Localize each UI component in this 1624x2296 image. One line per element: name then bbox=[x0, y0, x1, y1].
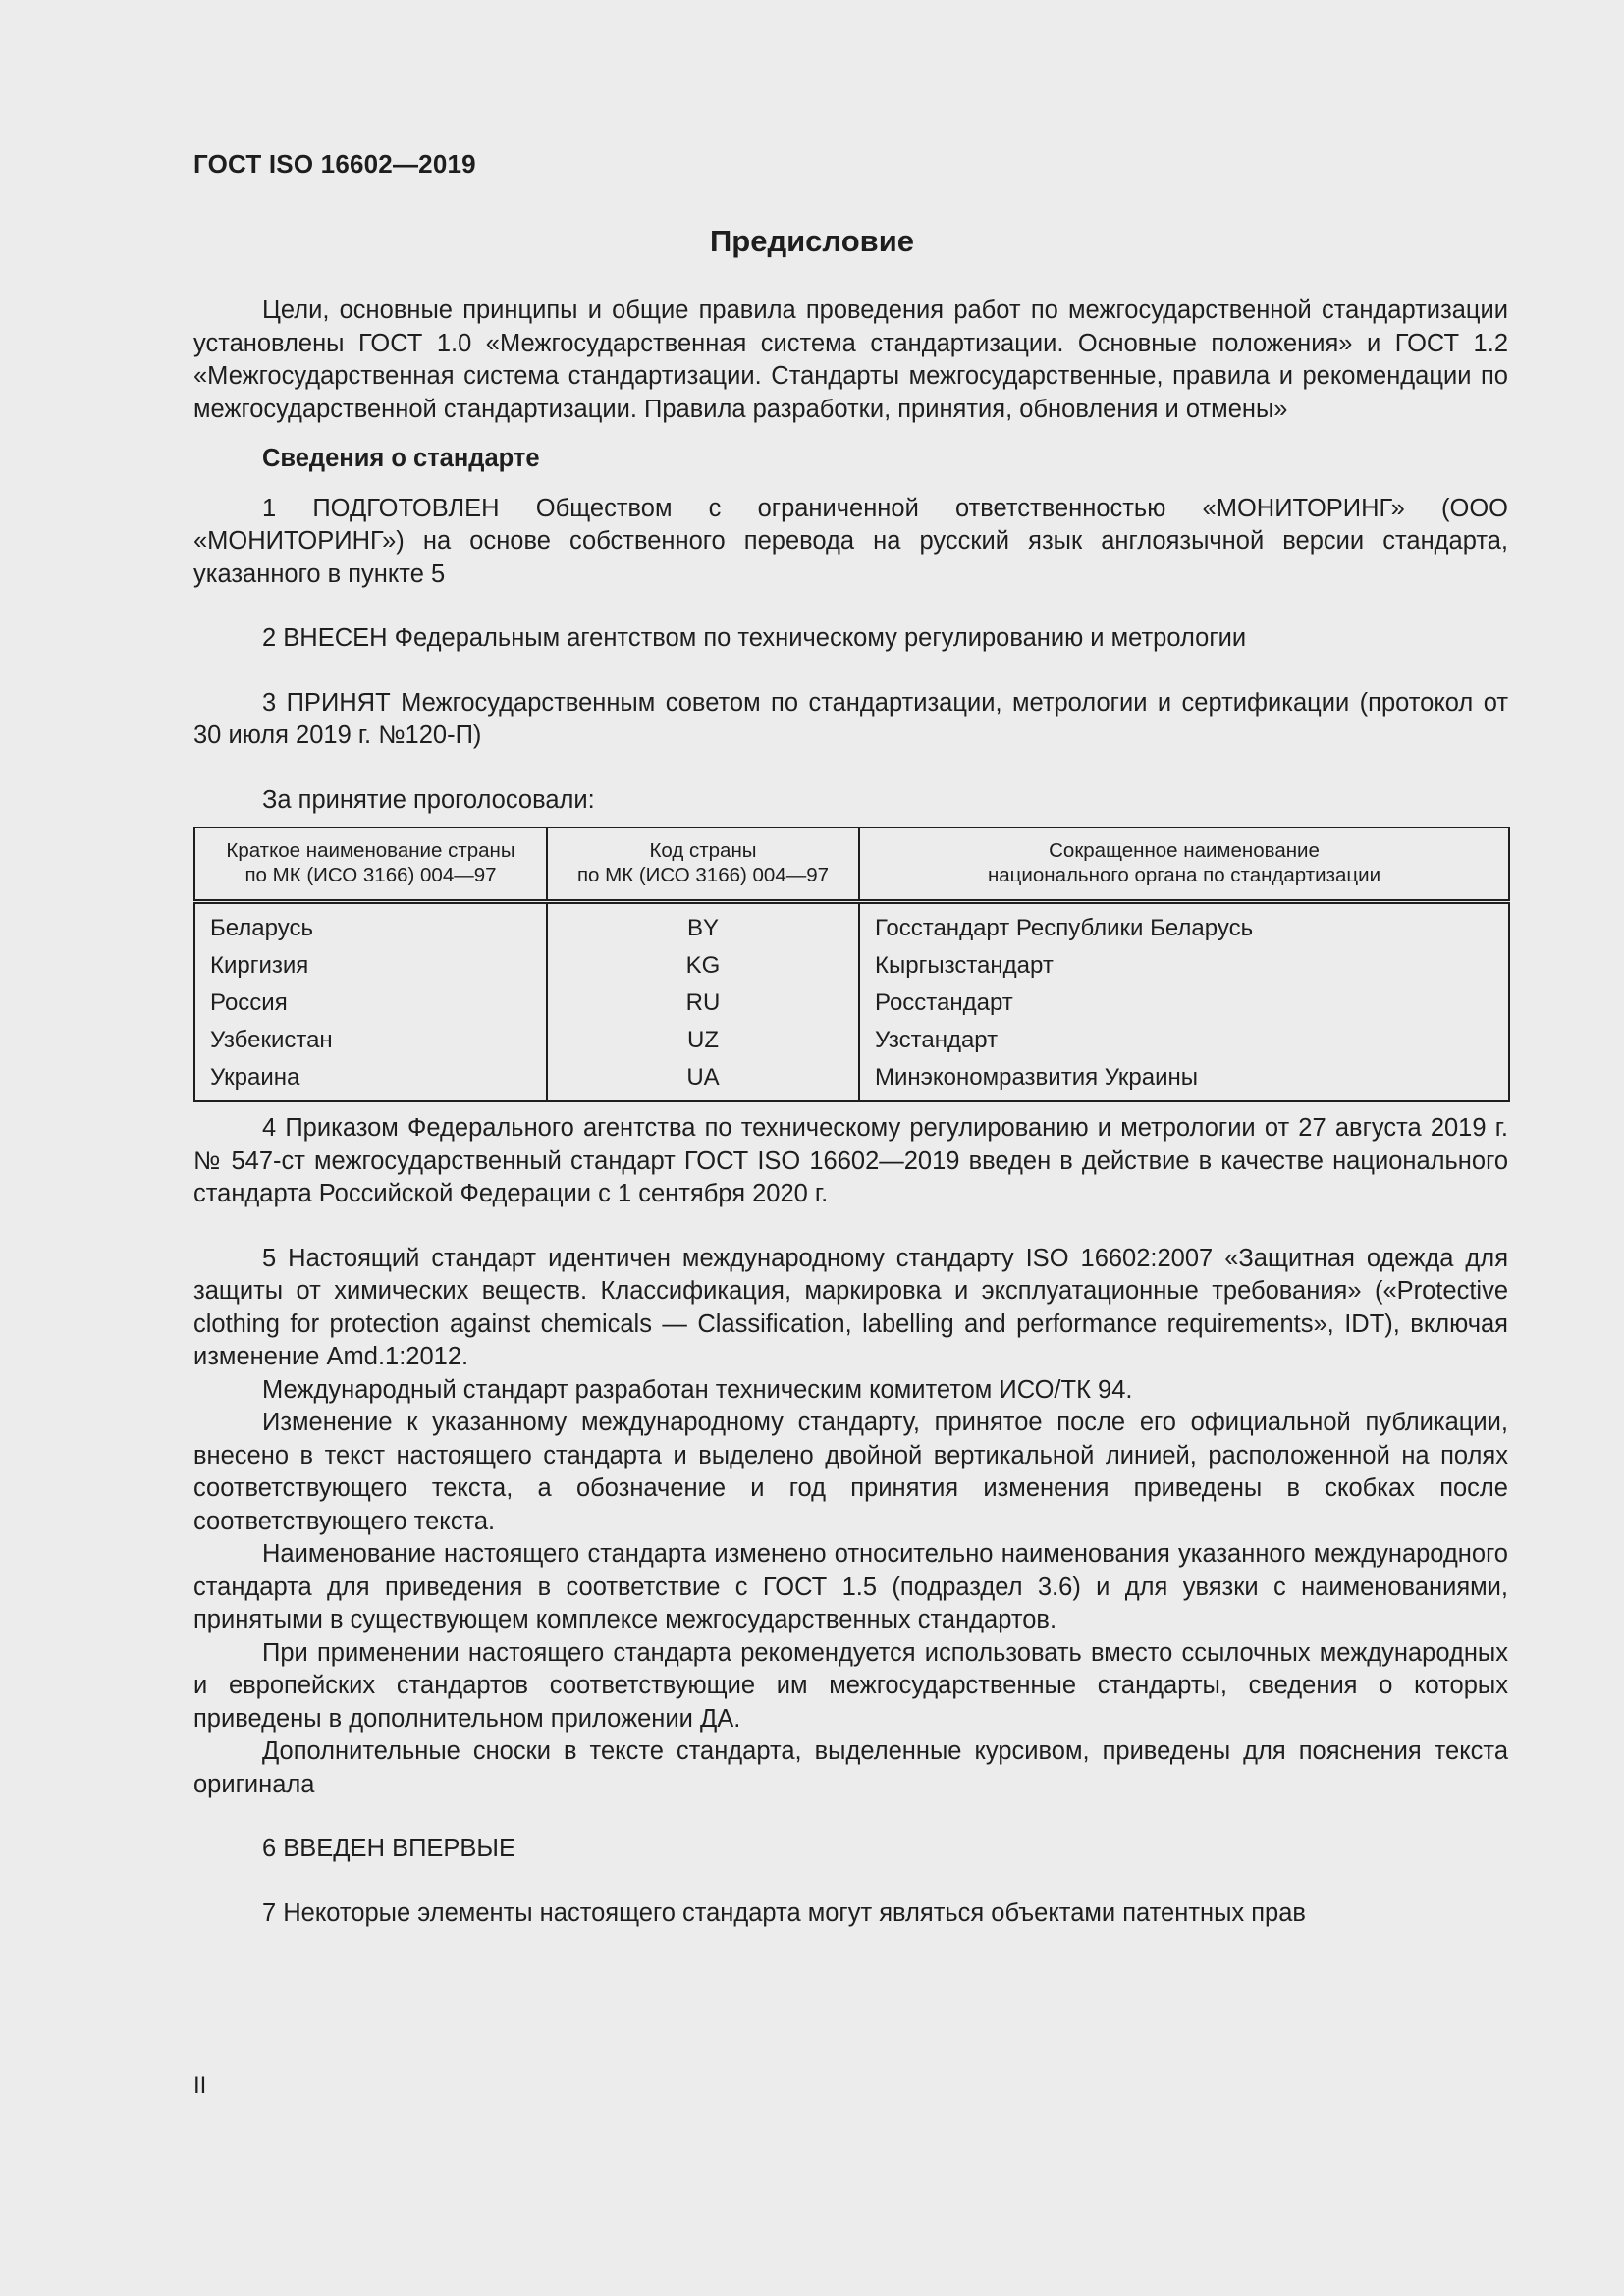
foreword-body bbox=[193, 294, 1508, 1930]
voting-members-table bbox=[193, 827, 1510, 1102]
intro-paragraph: Цели, основные принципы и общие правила проведения работ по межгосударственной стандартизации установлены ГОСТ 1.0 «Межгосударственная система стандартизации. Основные положения» и ГОСТ 1.2 «Межгосударственная система стандартизации. Стандарты межгосударственные, правила и рекомендации по межгосударственной стандартизации. Правила разработки, принятия, обновления и отмены» bbox=[193, 296, 1508, 423]
body-cell: Госстандарт Республики Беларусь bbox=[859, 902, 1509, 948]
table-row bbox=[194, 1059, 1509, 1101]
item-5-title-change: Наименование настоящего стандарта изменено относительно наименования указанного международного стандарта для приведения в соответствие с ГОСТ 1.5 (подраздел 3.6) и для увязки с наименованиями, принятыми в существующем комплексе межгосударственных стандартов. bbox=[193, 1540, 1508, 1633]
code-cell: KG bbox=[547, 947, 859, 985]
item-5-amendment: Изменение к указанному международному стандарту, принятое после его официальной публикации, внесено в текст настоящего стандарта и выделено двойной вертикальной линией, расположенной на полях соответствующего текста, а обозначение и год принятия изменения приведены в скобках после соответствующего текста. bbox=[193, 1409, 1508, 1535]
item-5-references: При применении настоящего стандарта рекомендуется использовать вместо ссылочных международных и европейских стандартов соответствующие им межгосударственные стандарты, сведения о которых приведены в дополнительном приложении ДА. bbox=[193, 1638, 1508, 1733]
body-cell: Росстандарт bbox=[859, 985, 1509, 1022]
country-cell: Беларусь bbox=[194, 902, 547, 948]
body-cell: Минэкономразвития Украины bbox=[859, 1059, 1509, 1101]
column-header-body: Сокращенное наименование национального органа по стандартизации bbox=[859, 828, 1509, 902]
page-title: Предисловие bbox=[709, 224, 914, 258]
item-5: 5 Настоящий стандарт идентичен международному стандарту ISO 16602:2007 «Защитная одежда для защиты от химических веществ. Классификация, маркировка и эксплуатационные требования» («Protective clothing for protection against chemicals — Classification, labelling and performance requirements», IDT), включая изменение Amd.1:2012. bbox=[193, 1244, 1508, 1370]
item-1: 1 ПОДГОТОВЛЕН Обществом с ограниченной ответственностью «МОНИТОРИНГ» (ООО «МОНИТОРИНГ») на основе собственного перевода на русский язык англоязычной версии стандарта, указанного в пункте 5 bbox=[193, 494, 1508, 588]
item-2: 2 ВНЕСЕН Федеральным агентством по техническому регулированию и метрологии bbox=[262, 624, 1247, 652]
table-row bbox=[194, 1022, 1509, 1059]
country-cell: Украина bbox=[194, 1059, 547, 1101]
item-5-footnotes: Дополнительные сноски в тексте стандарта, выделенные курсивом, приведены для пояснения текста оригинала bbox=[193, 1737, 1508, 1798]
column-header-country: Краткое наименование страны по МК (ИСО 3166) 004—97 bbox=[194, 828, 547, 902]
code-cell: RU bbox=[547, 985, 859, 1022]
table-row bbox=[194, 947, 1509, 985]
table-row bbox=[194, 985, 1509, 1022]
document-header: ГОСТ ISO 16602—2019 bbox=[193, 149, 476, 179]
page-number: II bbox=[193, 2072, 207, 2099]
item-5-committee: Международный стандарт разработан техническим комитетом ИСО/ТК 94. bbox=[262, 1375, 1133, 1404]
body-cell: Кыргызстандарт bbox=[859, 947, 1509, 985]
body-cell: Узстандарт bbox=[859, 1022, 1509, 1059]
column-header-code: Код страны по МК (ИСО 3166) 004—97 bbox=[547, 828, 859, 902]
item-4: 4 Приказом Федерального агентства по техническому регулированию и метрологии от 27 августа 2019 г. № 547-ст межгосударственный стандарт ГОСТ ISO 16602—2019 введен в действие в качестве национального стандарта Российской Федерации с 1 сентября 2020 г. bbox=[193, 1114, 1508, 1207]
item-3: 3 ПРИНЯТ Межгосударственным советом по стандартизации, метрологии и сертификации (протокол от 30 июля 2019 г. №120-П) bbox=[193, 688, 1508, 749]
table-header-row bbox=[194, 828, 1509, 902]
item-7: 7 Некоторые элементы настоящего стандарта могут являться объектами патентных прав bbox=[262, 1898, 1306, 1927]
country-cell: Узбекистан bbox=[194, 1022, 547, 1059]
item-6: 6 ВВЕДЕН ВПЕРВЫЕ bbox=[262, 1835, 516, 1862]
voted-label: За принятие проголосовали: bbox=[262, 785, 595, 814]
code-cell: UA bbox=[547, 1059, 859, 1101]
country-cell: Россия bbox=[194, 985, 547, 1022]
country-cell: Киргизия bbox=[194, 947, 547, 985]
about-standard-heading: Сведения о стандарте bbox=[262, 445, 540, 472]
table-row bbox=[194, 902, 1509, 948]
code-cell: UZ bbox=[547, 1022, 859, 1059]
code-cell: BY bbox=[547, 902, 859, 948]
